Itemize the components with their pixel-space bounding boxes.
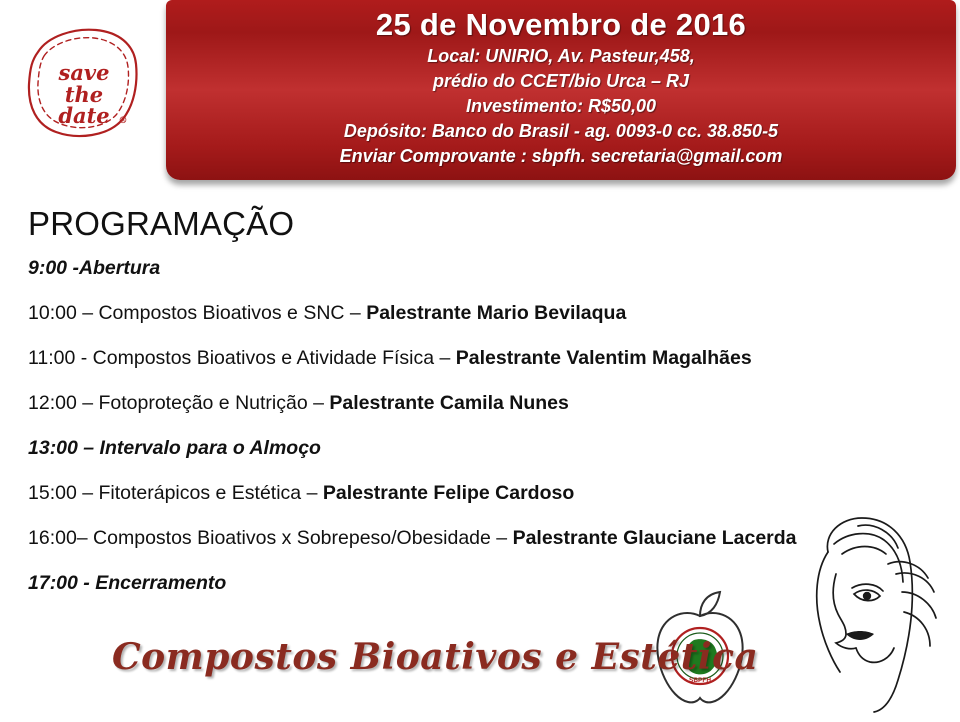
apple-logo-text: SBPFH (688, 677, 712, 684)
schedule-item-3 (28, 390, 938, 416)
event-location-line-2: prédio do CCET/bio Urca – RJ (432, 71, 690, 91)
footer-title: Compostos Bioativos e Estética (112, 636, 759, 678)
schedule-item-speaker: Palestrante Camila Nunes (329, 392, 569, 414)
header-banner-container (166, 0, 956, 186)
schedule-item-text: 17:00 - Encerramento (28, 572, 227, 594)
event-info-banner (166, 0, 956, 180)
schedule-item-0 (28, 255, 938, 281)
schedule-item-speaker: Palestrante Felipe Cardoso (322, 482, 575, 504)
page-title: PROGRAMAÇÃO (28, 205, 295, 242)
event-investment: Investimento: R$50,00 (465, 96, 657, 116)
stamp-registered-mark: ® (118, 116, 128, 126)
schedule-item-time-topic: 10:00 – Compostos Bioativos e SNC – (28, 302, 367, 324)
save-the-date-stamp (22, 22, 146, 144)
stamp-line-save: save (58, 60, 110, 85)
event-receipt-email: Enviar Comprovante : sbpfh. secretaria@gmail.com (339, 146, 783, 166)
schedule-item-time-topic: 15:00 – Fitoterápicos e Estética – (28, 482, 323, 504)
schedule-item-speaker: Palestrante Mario Bevilaqua (366, 302, 627, 324)
event-date: 25 de Novembro de 2016 (375, 7, 747, 42)
schedule-item-speaker: Palestrante Glauciane Lacerda (512, 527, 797, 549)
event-location-line-1: Local: UNIRIO, Av. Pasteur,458, (427, 46, 695, 66)
schedule-item-1 (28, 300, 938, 326)
woman-face-line-art (770, 512, 950, 717)
schedule-item-text: 9:00 -Abertura (28, 257, 161, 279)
schedule-item-5 (28, 480, 938, 506)
stamp-line-the: the (64, 82, 104, 107)
schedule-item-time-topic: 16:00– Compostos Bioativos x Sobrepeso/Obesidade – (28, 527, 513, 549)
event-deposit-info: Depósito: Banco do Brasil - ag. 0093-0 cc. 38.850-5 (343, 121, 779, 141)
schedule-item-time-topic: 11:00 - Compostos Bioativos e Atividade Física – (28, 347, 456, 369)
stamp-line-date: date (58, 103, 110, 128)
schedule-item-2 (28, 345, 938, 371)
schedule-item-4 (28, 435, 938, 461)
schedule-item-text: 13:00 – Intervalo para o Almoço (28, 437, 321, 459)
schedule-item-speaker: Palestrante Valentim Magalhães (455, 347, 752, 369)
schedule-item-time-topic: 12:00 – Fotoproteção e Nutrição – (28, 392, 330, 414)
